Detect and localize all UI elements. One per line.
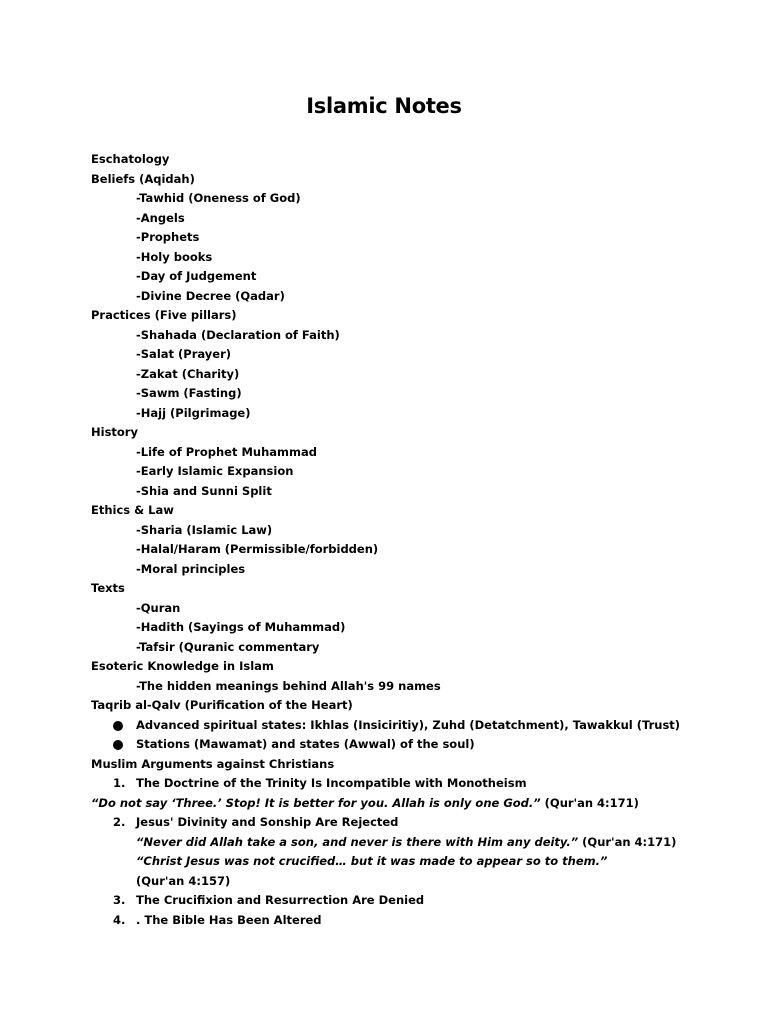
numbered-item <box>91 891 691 911</box>
quote-line <box>91 833 691 853</box>
list-item: -Sawm (Fasting) <box>136 386 242 400</box>
quote-reference: (Qur'an 4:171) <box>578 834 677 849</box>
bullet-dot-icon <box>113 721 123 731</box>
bullet-text: Advanced spiritual states: Ikhlas (Insiciritiy), Zuhd (Detatchment), Tawakkul (Trust) <box>136 717 681 732</box>
quote-text: “Do not say ‘Three.’ Stop! It is better for you. Allah is only one God.” <box>91 795 541 810</box>
list-item: -Life of Prophet Muhammad <box>136 444 318 459</box>
list-item: -Day of Judgement <box>136 269 257 283</box>
numbered-item <box>91 911 691 931</box>
heading-arguments: Muslim Arguments against Christians <box>91 756 335 771</box>
list-item: -The hidden meanings behind Allah's 99 names <box>136 678 441 693</box>
list-item: -Early Islamic Expansion <box>136 464 294 478</box>
quote-line <box>91 852 644 891</box>
list-item: -Quran <box>136 600 181 615</box>
quote-reference: (Qur'an 4:171) <box>540 795 639 810</box>
heading-taqrib: Taqrib al-Qalv (Purification of the Heart) <box>91 698 353 712</box>
list-item: -Holy books <box>136 249 213 264</box>
item-number: 2. <box>113 815 126 829</box>
heading-history: History <box>91 425 138 439</box>
item-number: 3. <box>113 893 126 907</box>
item-text: The Crucifixion and Resurrection Are Denied <box>136 893 425 907</box>
heading-eschatology: Eschatology <box>91 152 170 166</box>
heading-texts: Texts <box>91 581 125 595</box>
quote-text: “Never did Allah take a son, and never is there with Him any deity.” <box>136 834 579 849</box>
notes-body <box>91 150 691 930</box>
list-item: -Tawhid (Oneness of God) <box>136 191 301 205</box>
numbered-item <box>91 813 691 833</box>
item-number: 1. <box>113 776 126 790</box>
list-item: -Shahada (Declaration of Faith) <box>136 327 340 342</box>
numbered-item <box>91 774 691 794</box>
list-item: -Shia and Sunni Split <box>136 483 272 498</box>
heading-beliefs: Beliefs (Aqidah) <box>91 171 195 186</box>
list-item: -Moral principles <box>136 561 246 576</box>
bullet-text: Stations (Mawamat) and states (Awwal) of the soul) <box>136 737 475 751</box>
list-item: -Hajj (Pilgrimage) <box>136 405 251 420</box>
heading-ethics-law: Ethics & Law <box>91 503 174 517</box>
bullet-item <box>91 716 691 736</box>
quote-line <box>91 794 691 814</box>
list-item: -Sharia (Islamic Law) <box>136 522 273 537</box>
item-text: Jesus' Divinity and Sonship Are Rejected <box>136 815 399 829</box>
list-item: -Tafsir (Quranic commentary <box>136 639 320 654</box>
bullet-item <box>91 735 691 755</box>
list-item: -Salat (Prayer) <box>136 347 232 361</box>
page-title: Islamic Notes <box>306 94 462 118</box>
heading-esoteric: Esoteric Knowledge in Islam <box>91 659 274 673</box>
list-item: -Hadith (Sayings of Muhammad) <box>136 620 346 634</box>
list-item: -Angels <box>136 210 185 225</box>
bullet-dot-icon <box>113 740 123 750</box>
quote-reference: (Qur'an 4:157) <box>136 873 231 888</box>
item-number: 4. <box>113 912 126 927</box>
heading-practices: Practices (Five pillars) <box>91 308 237 322</box>
quote-text: “Christ Jesus was not crucified… but it was made to appear so to them.” <box>136 854 608 868</box>
list-item: -Divine Decree (Qadar) <box>136 288 285 303</box>
list-item: -Halal/Haram (Permissible/forbidden) <box>136 542 379 556</box>
list-item: -Prophets <box>136 230 200 244</box>
item-text: The Doctrine of the Trinity Is Incompatible with Monotheism <box>136 776 527 790</box>
list-item: -Zakat (Charity) <box>136 366 240 381</box>
item-text: . The Bible Has Been Altered <box>136 912 322 927</box>
